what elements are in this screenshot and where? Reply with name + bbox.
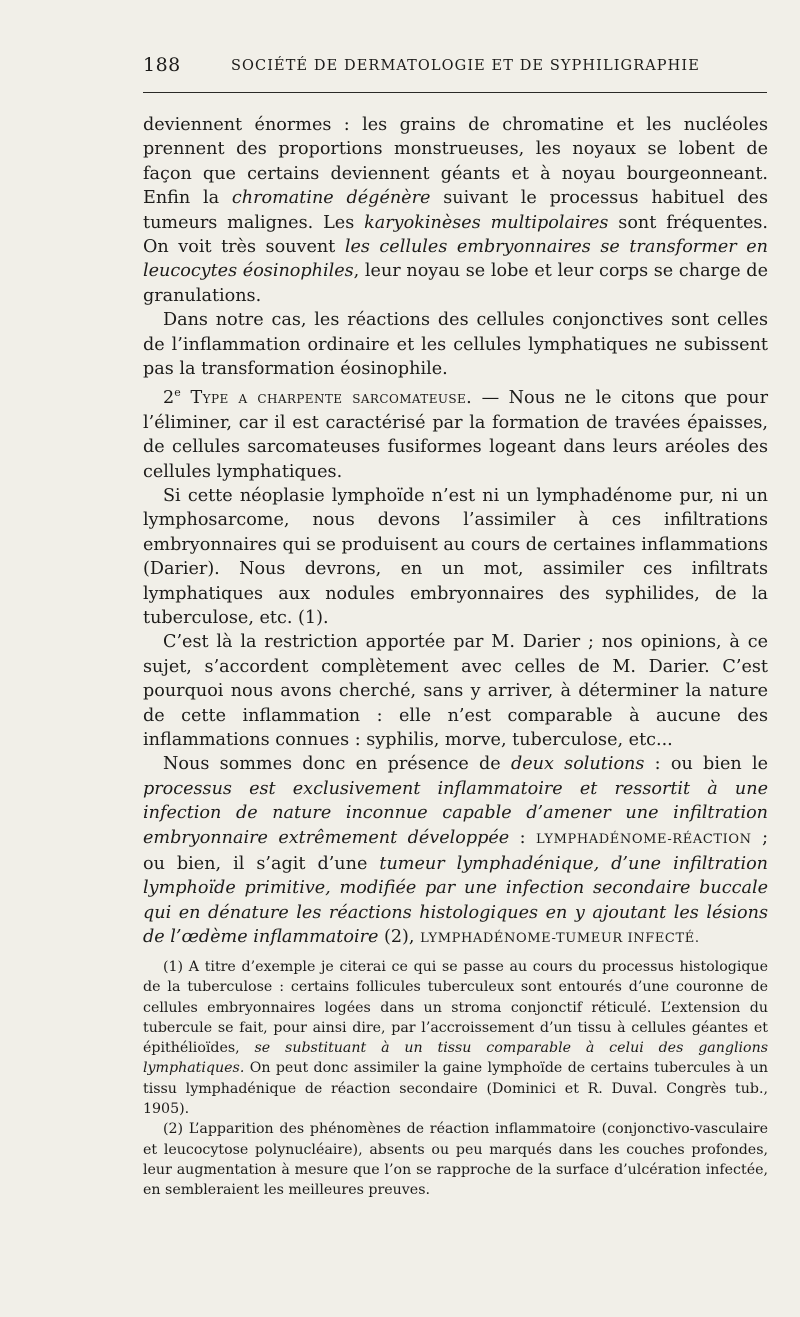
term-lymphadenome-reaction: LYMPHADÉNOME-RÉACTION <box>536 831 752 847</box>
main-text <box>143 113 768 952</box>
paragraph-3: 2e Type a charpente sarcomateuse. — Nous ne le citons que pour l’éliminer, car il est caractérisé par la formation de travées épaisses, de cellules sarcomateuses fusiformes logeant dans leurs aréoles des cellules lymphatiques. <box>143 386 768 482</box>
paragraph-5: C’est là la restriction apportée par M. Darier ; nos opinions, à ce sujet, s’accordent complètement avec celles de M. Darier. C’est pourquoi nous avons cherché, sans y arriver, à déterminer la nature de cette inflammation : elle n’est comparable à aucune des inflammations connues : syphilis, morve, tuberculose, etc... <box>143 632 768 751</box>
paragraph-1: deviennent énormes : les grains de chromatine et les nucléoles prennent des proportions monstrueuses, les noyaux se lobent de façon que certains deviennent géants et à noyau bourgeonneant. Enfin la chromatine dégénère suivant le processus habituel des tumeurs malignes. Les karyokinèses multipolaires sont fréquentes. On voit très souvent les cellules embryonnaires se transformer en leucocytes éosinophiles, leur noyau se lobe et leur corps se charge de granulations. <box>143 115 768 306</box>
paragraph-2: Dans notre cas, les réactions des cellules conjonctives sont celles de l’inflammation ordinaire et les cellules lymphatiques ne subissent pas la transformation éosinophile. <box>143 310 768 380</box>
paragraph-4: Si cette néoplasie lymphoïde n’est ni un lymphadénome pur, ni un lymphosarcome, nous devons l’assimiler à ces infiltrations embryonnaires qui se produisent au cours de certaines inflammations (Darier). Nous devrons, en un mot, assimiler ces infiltrats lymphatiques aux nodules embryonnaires des syphilides, de la tuberculose, etc. (1). <box>143 485 768 628</box>
footnotes <box>143 957 768 1201</box>
page-number: 188 <box>143 54 181 76</box>
page-header <box>143 54 767 84</box>
footnote-1: (1) A titre d’exemple je citerai ce qui se passe au cours du processus histologique de la tuberculose : certains follicules tuberculeux sont entourés d’une couronne de cellules embryonnaires logées dans un stroma conjonctif réticulé. L’extension du tubercule se fait, pour ainsi dire, par l’accroissement d’un tissu à cellules géantes et épithélioïdes, se substituant à un tissu comparable à celui des ganglions lymphatiques. On peut donc assimiler la gaine lymphoïde de certains tubercules à un tissu lymphadénique de réaction secondaire (Dominici et R. Duval. Congrès tub., 1905). <box>143 959 768 1118</box>
section-title: Type a charpente sarcomateuse. <box>180 388 473 409</box>
footnote-2: (2) L’apparition des phénomènes de réaction inflammatoire (conjonctivo-vasculaire et leucocytose polynucléaire), absents ou peu marqués dans les couches profondes, leur augmentation à mesure que l’on se rapproche de la surface d’ulcération infectée, en sembleraient les meilleures preuves. <box>143 1121 768 1199</box>
paragraph-6: Nous sommes donc en présence de deux solutions : ou bien le processus est exclusivement inflammatoire et ressortit à une infection de nature inconnue capable d’amener une infiltration embryonnaire extrêmement développée : LYMPHADÉNOME-RÉACTION ; ou bien, il s’agit d’une tumeur lymphadénique, d’une infiltration lymphoïde primitive, modifiée par une infection secondaire buccale qui en dénature les réactions histologiques en y ajoutant les lésions de l’œdème inflammatoire (2), LYMPHADÉNOME-TUMEUR INFECTÉ. <box>143 754 768 948</box>
running-title: SOCIÉTÉ DE DERMATOLOGIE ET DE SYPHILIGRAPHIE <box>231 58 700 74</box>
header-rule <box>143 92 767 93</box>
term-lymphadenome-tumeur: LYMPHADÉNOME-TUMEUR INFECTÉ. <box>420 931 700 947</box>
